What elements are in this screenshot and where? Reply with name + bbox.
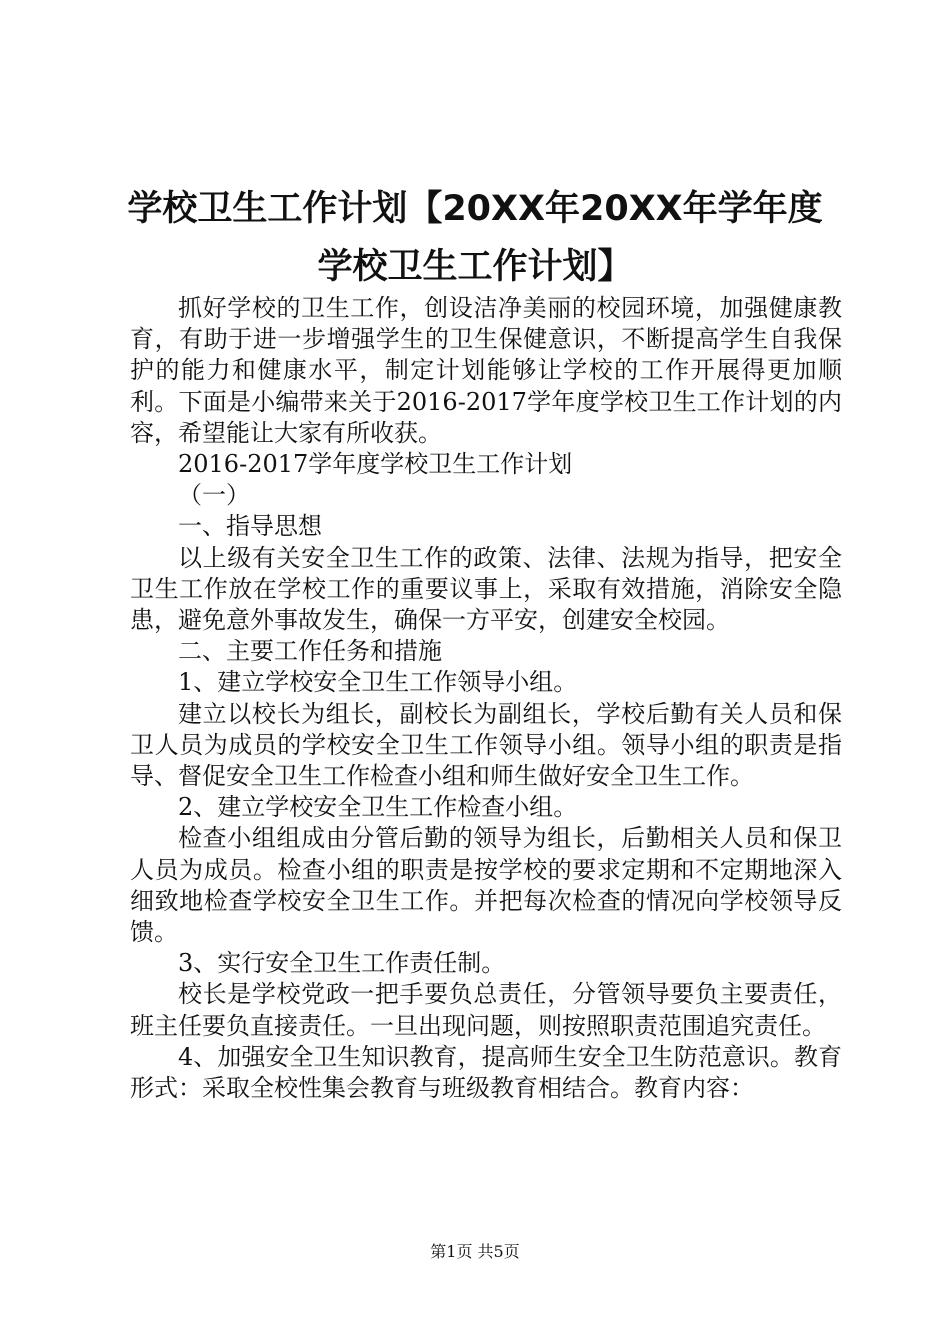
document-title: 学校卫生工作计划【20XX年20XX年学年度学校卫生工作计划】: [127, 189, 823, 287]
item-paragraph-4: 4、加强安全卫生知识教育，提高师生安全卫生防范意识。教育形式：采取全校性集会教育与班级教育相结合。教育内容：: [130, 1042, 842, 1103]
part-label: （一）: [178, 481, 250, 510]
item-heading-3: 3、实行安全卫生工作责任制。: [178, 949, 506, 978]
page-footer: 第1页 共5页: [430, 1242, 520, 1261]
item-heading-2: 2、建立学校安全卫生工作检查小组。: [178, 793, 578, 822]
item-paragraph-2: 检查小组组成由分管后勤的领导为组长，后勤相关人员和保卫人员为成员。检查小组的职责是按学校的要求定期和不定期地深入细致地检查学校安全卫生工作。并把每次检查的情况向学校领导反馈。: [130, 824, 842, 947]
item-paragraph-3: 校长是学校党政一把手要负总责任，分管领导要负主要责任，班主任要负直接责任。一旦出现问题，则按照职责范围追究责任。: [130, 980, 842, 1040]
intro-paragraph: 抓好学校的卫生工作，创设洁净美丽的校园环境，加强健康教育，有助于进一步增强学生的卫生保健意识，不断提高学生自我保护的能力和健康水平，制定计划能够让学校的工作开展得更加顺利。下面是小编带来关于2016-2017学年度学校卫生工作计划的内容，希望能让大家有所收获。: [130, 294, 842, 447]
plan-heading: 2016-2017学年度学校卫生工作计划: [178, 450, 573, 479]
section-heading-main-tasks: 二、主要工作任务和措施: [178, 637, 442, 666]
document-body: [130, 293, 842, 1104]
item-paragraph-1: 建立以校长为组长，副校长为副组长，学校后勤有关人员和保卫人员为成员的学校安全卫生工作领导小组。领导小组的职责是指导、督促安全卫生工作检查小组和师生做好安全卫生工作。: [130, 699, 842, 791]
item-heading-1: 1、建立学校安全卫生工作领导小组。: [178, 668, 578, 697]
paragraph-guiding-ideas: 以上级有关安全卫生工作的政策、法律、法规为指导，把安全卫生工作放在学校工作的重要议事上，采取有效措施，消除安全隐患，避免意外事故发生，确保一方平安，创建安全校园。: [130, 543, 842, 635]
section-heading-guiding-ideas: 一、指导思想: [178, 512, 322, 541]
